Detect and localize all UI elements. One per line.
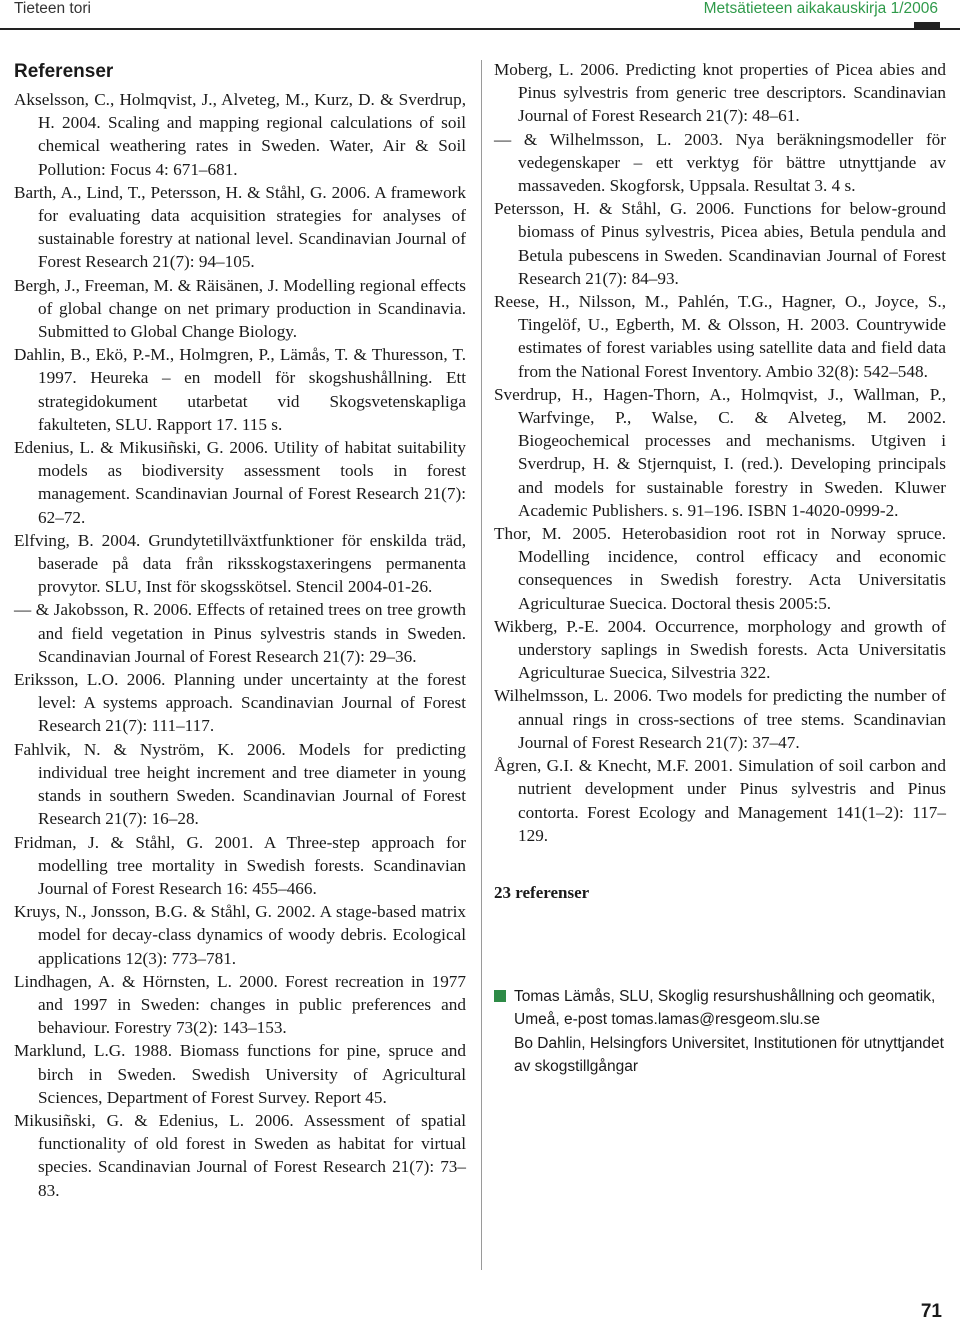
author-2: Bo Dahlin, Helsingfors Universitet, Institutionen för utnyttjandet av skogstillgångar [514,1034,944,1076]
author-info [494,985,946,1079]
column-divider [481,60,482,1270]
reference-item: — & Jakobsson, R. 2006. Effects of retained trees on tree growth and field vegetation in Pinus sylvestris stands in Sweden. Scandinavian Journal of Forest Research 21(7): 29–36. [14,600,466,666]
left-column [14,58,466,1202]
reference-item: Marklund, L.G. 1988. Biomass functions for pine, spruce and birch in Sweden. Swedish University of Agricultural Sciences, Department of Forest Survey. Report 45. [14,1041,466,1107]
right-reference-list [494,58,946,847]
reference-item: Petersson, H. & Ståhl, G. 2006. Functions for below-ground biomass of Pinus sylvestris, Picea abies, Betula pendula and Betula pubescens in Sweden. Scandinavian Journal of Forest Research 21(7): 84–93. [494,199,946,288]
reference-item: Barth, A., Lind, T., Petersson, H. & Ståhl, G. 2006. A framework for evaluating data acquisition strategies for analyses of sustainable forestry at national level. Scandinavian Journal of Forest Research 21(7): 94–105. [14,182,466,272]
green-square-icon [494,990,506,1002]
reference-item: Fridman, J. & Ståhl, G. 2001. A Three-step approach for modelling tree mortality in Swedish forests. Scandinavian Journal of Forest Research 16: 455–466. [14,832,466,898]
right-column [494,58,946,1079]
references-heading: Referenser [14,61,114,82]
reference-item: Elfving, B. 2004. Grundytetillväxtfunktioner för enskilda träd, baserade på data från riksskogstaxeringens permanenta provytor. SLU, Inst för skogsskötsel. Stencil 2004-01-26. [14,530,466,597]
reference-item: Mikusiñski, G. & Edenius, L. 2006. Assessment of spatial functionality of old forest in Sweden as habitat for virtual species. Scandinavian Journal of Forest Research 21(7): 73–83. [14,1110,466,1200]
section-label: Tieteen tori [14,0,91,17]
reference-item: Akselsson, C., Holmqvist, J., Alveteg, M., Kurz, D. & Sverdrup, H. 2004. Scaling and mapping regional calculations of soil chemical weathering rates in Sweden. Water, Air & Soil Pollution: Focus 4: 671–681. [14,90,466,179]
reference-count: 23 referenser [494,882,590,902]
reference-item: Lindhagen, A. & Hörnsten, L. 2000. Forest recreation in 1977 and 1997 in Sweden: changes in public preferences and behaviour. Forestry 73(2): 143–153. [14,971,466,1038]
reference-item: Edenius, L. & Mikusiñski, G. 2006. Utility of habitat suitability models as biodiversity assessment tools in forest management. Scandinavian Journal of Forest Research 21(7): 62–72. [14,438,466,527]
reference-item: Thor, M. 2005. Heterobasidion root rot in Norway spruce. Modelling incidence, control efficacy and economic consequences in Swedish forestry. Acta Universitatis Agriculturae Suecica. Doctoral thesis 2005:5. [494,524,946,613]
reference-item: Wilhelmsson, L. 2006. Two models for predicting the number of annual rings in cross-sections of tree stems. Scandinavian Journal of Forest Research 21(7): 37–47. [494,686,946,752]
reference-item: Bergh, J., Freeman, M. & Räisänen, J. Modelling regional effects of global change on net primary production in Scandinavia. Submitted to Global Change Biology. [14,275,466,342]
reference-item: Dahlin, B., Ekö, P.-M., Holmgren, P., Lämås, T. & Thuresson, T. 1997. Heureka – en modell för skogshushållning. Ett strategidokument utarbetat vid Skogsvetenskapliga fakulteten, SLU. Rapport 17. 115 s. [14,345,466,434]
reference-item: Reese, H., Nilsson, M., Pahlén, T.G., Hagner, O., Joyce, S., Tingelöf, U., Egberth, M. & Olsson, H. 2003. Countrywide estimates of forest variables using satellite data and field data from the National Forest Inventory. Ambio 32(8): 542–548. [494,292,946,381]
reference-item: Kruys, N., Jonsson, B.G. & Ståhl, G. 2002. A stage-based matrix model for decay-class dynamics of woody debris. Ecological applications 12(3): 773–781. [14,902,466,968]
reference-item: — & Wilhelmsson, L. 2003. Nya beräkningsmodeller för vedegenskaper – ett verktyg för bättre utnyttjande av massaveden. Skogforsk, Uppsala. Resultat 3. 4 s. [494,129,946,196]
reference-item: Eriksson, L.O. 2006. Planning under uncertainty at the forest level: A systems approach. Scandinavian Journal of Forest Research 21(7): 111–117. [14,670,466,736]
page-header [0,0,960,40]
journal-title: Metsätieteen aikakauskirja 1/2006 [703,0,938,17]
reference-item: Moberg, L. 2006. Predicting knot properties of Picea abies and Pinus sylvestris from generic tree descriptors. Scandinavian Journal of Forest Research 21(7): 48–61. [494,60,946,126]
author-1: Tomas Lämås, SLU, Skoglig resurshushållning och geomatik, Umeå, e-post tomas.lamas@resgeom.slu.se [514,987,936,1029]
left-reference-list [14,88,466,1202]
reference-item: Wikberg, P.-E. 2004. Occurrence, morphology and growth of understory saplings in Swedish forests. Acta Universitatis Agriculturae Suecica, Silvestria 322. [494,616,946,683]
reference-item: Fahlvik, N. & Nyström, K. 2006. Models for predicting individual tree height increment and tree diameter in young stands in southern Sweden. Scandinavian Journal of Forest Research 21(7): 16–28. [14,739,466,829]
page-number: 71 [920,1301,942,1322]
header-rule [0,28,960,30]
header-marker [914,22,940,30]
reference-item: Sverdrup, H., Hagen-Thorn, A., Holmqvist, J., Wallman, P., Warfvinge, P., Walse, C. & Alveteg, M. 2002. Biogeochemical processes and mechanisms. Utgiven i Sverdrup, H. & Stjernquist, I. (red.). Developing principals and models for sustainable forestry in Sweden. Kluwer Academic Publishers. s. 91–196. ISBN 1-4020-0999-2. [494,384,946,520]
reference-item: Ågren, G.I. & Knecht, M.F. 2001. Simulation of soil carbon and nutrient development under Pinus sylvestris and Pinus contorta. Forest Ecology and Management 141(1–2): 117–129. [494,756,946,845]
